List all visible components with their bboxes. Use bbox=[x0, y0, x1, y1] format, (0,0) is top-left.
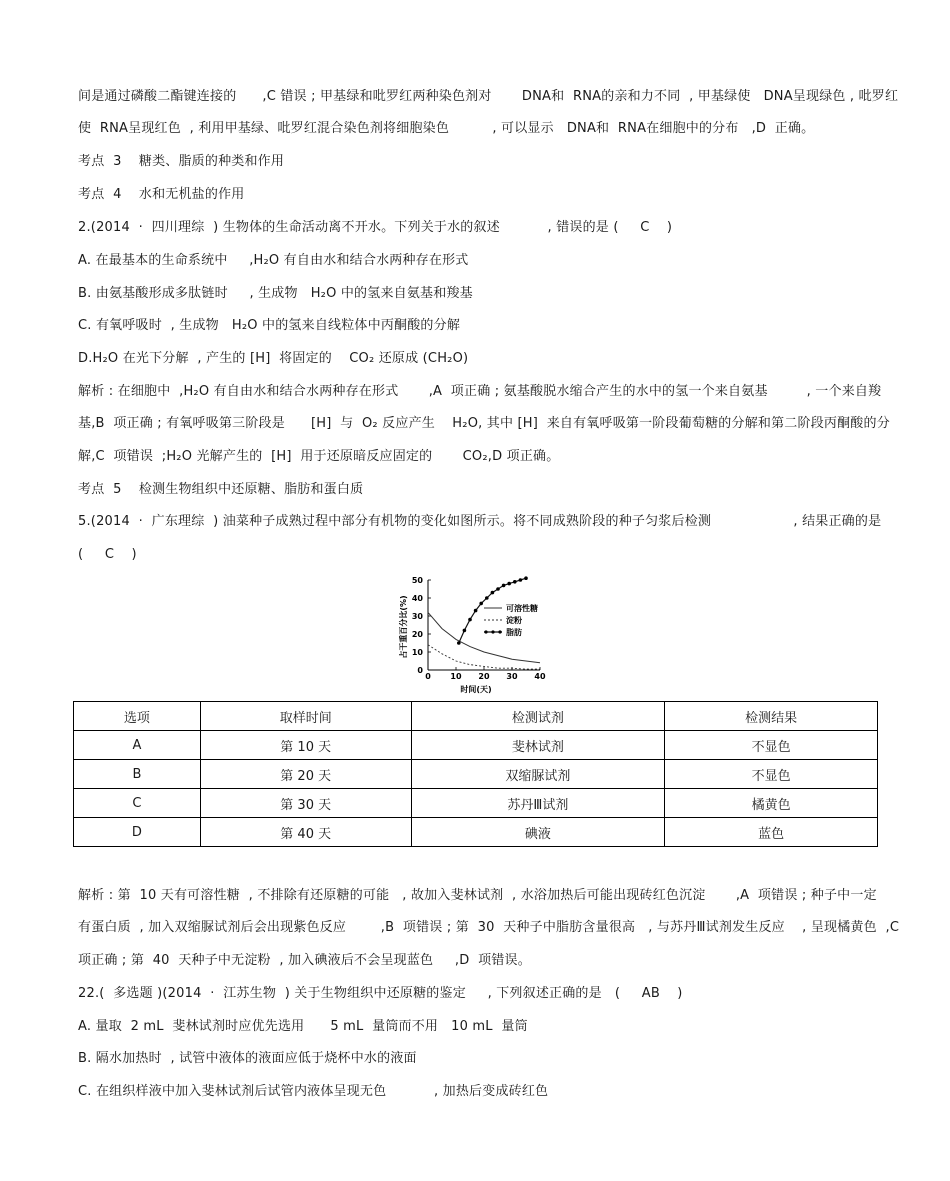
table-header-cell: 检测试剂 bbox=[411, 702, 665, 731]
y-tick-label: 50 bbox=[411, 576, 423, 585]
analysis-text: 解析 : 第 10 天有可溶性糖 , 不排除有还原糖的可能 , 故加入斐林试剂 , 水浴加热后可能出现砖红色沉淀 ,A 项错误 ; 种子中一定 bbox=[78, 888, 877, 903]
legend-marker bbox=[498, 630, 501, 633]
table-row bbox=[74, 731, 878, 760]
x-tick-label: 0 bbox=[425, 672, 431, 681]
text-line: 间是通过磷酸二酯键连接的 ,C 错误 ; 甲基绿和吡罗红两种染色剂对 DNA和 RNA的亲和力不同 , 甲基绿使 DNA呈现绿色 , 吡罗红 bbox=[78, 89, 899, 104]
data-point bbox=[474, 609, 478, 613]
x-axis-label: 时间(天) bbox=[460, 685, 492, 694]
legend-marker bbox=[484, 630, 487, 633]
table-header-cell: 取样时间 bbox=[200, 702, 411, 731]
option-a: A. 在最基本的生命系统中 ,H₂O 有自由水和结合水两种存在形式 bbox=[78, 253, 469, 268]
section-heading: 考点 4 水和无机盐的作用 bbox=[78, 187, 245, 202]
option-b: B. 由氨基酸形成多肽链时 , 生成物 H₂O 中的氢来自氨基和羧基 bbox=[78, 286, 473, 301]
text-line: 使 RNA呈现红色 , 利用甲基绿、吡罗红混合染色剂将细胞染色 , 可以显示 DNA和 RNA在细胞中的分布 ,D 正确。 bbox=[78, 121, 815, 136]
table-header-row bbox=[74, 702, 878, 731]
table-cell: 碘液 bbox=[411, 818, 665, 847]
series-line-starch bbox=[428, 645, 540, 669]
section-heading: 考点 5 检测生物组织中还原糖、脂肪和蛋白质 bbox=[78, 482, 364, 497]
table-cell: A bbox=[74, 731, 201, 760]
table-header-cell: 检测结果 bbox=[665, 702, 878, 731]
x-tick-label: 40 bbox=[534, 672, 546, 681]
data-point bbox=[491, 591, 495, 595]
table-cell: 橘黄色 bbox=[665, 789, 878, 818]
x-tick-label: 30 bbox=[506, 672, 518, 681]
x-tick-label: 10 bbox=[450, 672, 462, 681]
table-cell: 第 30 天 bbox=[200, 789, 411, 818]
legend-marker bbox=[491, 630, 494, 633]
section-heading: 考点 3 糖类、脂质的种类和作用 bbox=[78, 154, 285, 169]
question-stem: 22.( 多选题 )(2014 · 江苏生物 ) 关于生物组织中还原糖的鉴定 , 下列叙述正确的是 ( AB ) bbox=[78, 986, 683, 1001]
y-tick-label: 20 bbox=[411, 630, 423, 639]
analysis-text: 基,B 项正确 ; 有氧呼吸第三阶段是 [H] 与 O₂ 反应产生 H₂O, 其中 [H] 来自有氧呼吸第一阶段葡萄糖的分解和第二阶段丙酮酸的分 bbox=[78, 416, 890, 431]
legend-label: 可溶性糖 bbox=[506, 604, 538, 613]
table-cell: B bbox=[74, 760, 201, 789]
table-cell: 蓝色 bbox=[665, 818, 878, 847]
data-point bbox=[479, 602, 483, 606]
table-cell: 不显色 bbox=[665, 760, 878, 789]
option-c: C. 在组织样液中加入斐林试剂后试管内液体呈现无色 , 加热后变成砖红色 bbox=[78, 1084, 549, 1099]
data-point bbox=[485, 596, 489, 600]
question-stem: 5.(2014 · 广东理综 ) 油菜种子成熟过程中部分有机物的变化如图所示。将不同成熟阶段的种子匀浆后检测 , 结果正确的是 bbox=[78, 514, 882, 529]
table-header-cell: 选项 bbox=[74, 702, 201, 731]
analysis-text: 项正确 ; 第 40 天种子中无淀粉 , 加入碘液后不会呈现蓝色 ,D 项错误。 bbox=[78, 953, 531, 968]
y-tick-label: 0 bbox=[417, 666, 423, 675]
x-tick-label: 20 bbox=[478, 672, 490, 681]
data-point bbox=[457, 641, 461, 645]
table-row bbox=[74, 760, 878, 789]
data-point bbox=[496, 587, 500, 591]
table-row bbox=[74, 818, 878, 847]
table-cell: D bbox=[74, 818, 201, 847]
table-cell: C bbox=[74, 789, 201, 818]
data-point bbox=[502, 584, 506, 588]
option-c: C. 有氧呼吸时 , 生成物 H₂O 中的氢来自线粒体中丙酮酸的分解 bbox=[78, 318, 461, 333]
data-point bbox=[513, 580, 517, 584]
table-row bbox=[74, 789, 878, 818]
y-tick-label: 40 bbox=[411, 594, 423, 603]
y-tick-label: 10 bbox=[411, 648, 423, 657]
table-cell: 第 40 天 bbox=[200, 818, 411, 847]
analysis-text: 解析 : 在细胞中 ,H₂O 有自由水和结合水两种存在形式 ,A 项正确 ; 氨基酸脱水缩合产生的水中的氢一个来自氨基 , 一个来自羧 bbox=[78, 384, 882, 399]
y-tick-label: 30 bbox=[411, 612, 423, 621]
option-a: A. 量取 2 mL 斐林试剂时应优先选用 5 mL 量筒而不用 10 mL 量筒 bbox=[78, 1019, 528, 1034]
data-point bbox=[468, 618, 472, 622]
data-point bbox=[524, 576, 528, 580]
results-table bbox=[73, 701, 878, 847]
table-cell: 第 10 天 bbox=[200, 731, 411, 760]
legend-label: 淀粉 bbox=[506, 616, 522, 625]
option-d: D.H₂O 在光下分解 , 产生的 [H] 将固定的 CO₂ 还原成 (CH₂O) bbox=[78, 351, 469, 366]
table-cell: 斐林试剂 bbox=[411, 731, 665, 760]
y-axis-label: 占干重百分比(%) bbox=[399, 595, 408, 659]
table-cell: 不显色 bbox=[665, 731, 878, 760]
table-cell: 苏丹Ⅲ试剂 bbox=[411, 789, 665, 818]
organic-matter-chart bbox=[380, 570, 580, 694]
option-b: B. 隔水加热时 , 试管中液体的液面应低于烧杯中水的液面 bbox=[78, 1051, 417, 1066]
analysis-text: 解,C 项错误 ;H₂O 光解产生的 [H] 用于还原暗反应固定的 CO₂,D 项正确。 bbox=[78, 449, 560, 464]
analysis-text: 有蛋白质 , 加入双缩脲试剂后会出现紫色反应 ,B 项错误 ; 第 30 天种子中脂肪含量很高 , 与苏丹Ⅲ试剂发生反应 , 呈现橘黄色 ,C bbox=[78, 920, 900, 935]
table-cell: 第 20 天 bbox=[200, 760, 411, 789]
table-cell: 双缩脲试剂 bbox=[411, 760, 665, 789]
data-point bbox=[519, 578, 523, 582]
data-point bbox=[463, 629, 467, 633]
legend-label: 脂肪 bbox=[506, 628, 522, 637]
data-point bbox=[507, 582, 511, 586]
question-answer: ( C ) bbox=[78, 547, 137, 562]
question-stem: 2.(2014 · 四川理综 ) 生物体的生命活动离不开水。下列关于水的叙述 , 错误的是 ( C ) bbox=[78, 220, 673, 235]
